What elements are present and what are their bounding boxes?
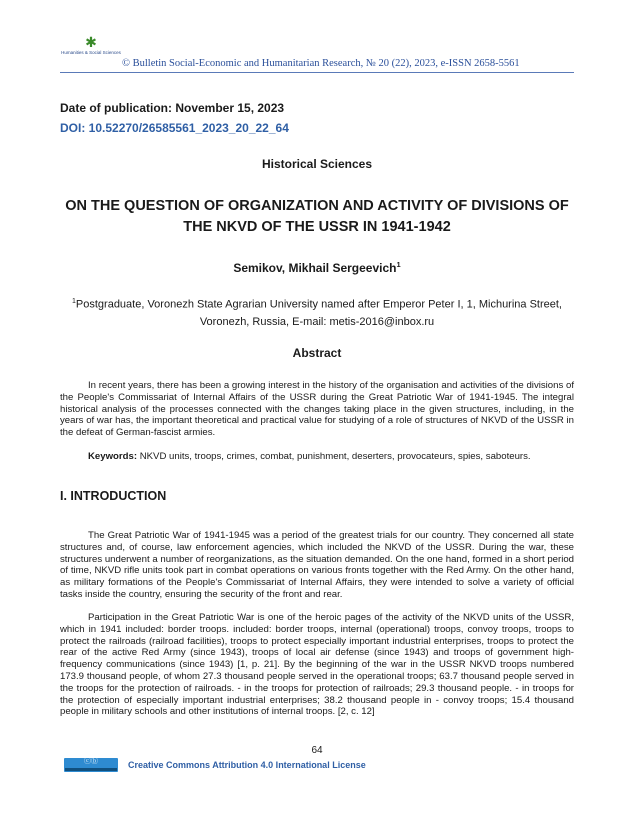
affiliation-sup: 1 [72,298,76,305]
keywords [60,451,574,463]
cc-badge-strip [65,768,117,771]
section-label: Historical Sciences [261,157,373,171]
cc-license-badge[interactable] [64,758,118,772]
logo-icon: ✱ [85,35,97,51]
journal-logo [60,36,122,55]
journal-header: © Bulletin Social-Economic and Humanitarian Research, № 20 (22), 2023, e-ISSN 2658-5561 [122,58,520,69]
publication-date: Date of publication: November 15, 2023 [60,101,285,115]
author-name: Semikov, Mikhail Sergeevich [233,261,397,275]
intro-paragraph-2: Participation in the Great Patriotic War is one of the heroic pages of the activity of the NKVD units of the USSR, which in 1941 included: border troops. included: border troops, internal (operational) troops, convoy troops, troops to protect the railroads (railroad facilities), troops to protect especially important industrial enterprises, troops to protect the rear of the active Red Army (since 1943), troops of local air defense (since 1943) and troops of government high-frequency communications (since 1943) [1, p. 21]. By the beginning of the war in the USSR NKVD troops numbered 173.9 thousand people, of whom 27.3 thousand people served in the operational troops; 63.7 thousand people served in the troops for the protection of railroads. - in the troops for protection of railroads; 29.3 thousand people. - in troops for the protection of especially important industrial enterprises; 38.2 thousand people in - convoy troops; 15.4 thousand people in military schools and other institutions of internal troops. [2, c. 12] [60,612,574,718]
paper-title: ON THE QUESTION OF ORGANIZATION AND ACTIVITY OF DIVISIONS OF THE NKVD OF THE USSR IN 1941-1942 [65,198,569,235]
abstract-heading: Abstract [292,346,342,360]
keywords-list: NKVD units, troops, crimes, combat, punishment, deserters, provocateurs, spies, saboteurs. [139,451,531,462]
keywords-label: Keywords: [88,451,138,462]
header-divider [60,72,574,73]
affiliation [60,293,574,331]
logo-label: Humanities & Social Sciences [61,50,121,55]
doi-link[interactable]: DOI: 10.52270/26585561_2023_20_22_64 [60,121,289,135]
abstract-text: In recent years, there has been a growing interest in the history of the organisation and activities of the divisions of the People's Commissariat of Internal Affairs of the USSR during the Great Patriotic War of 1941-1945. The integral historical analysis of the processes connected with the changes taking place in the given structures, including, in the years of war has, the important theoretical and practical value for studying of a role of structures of NKVD of the USSR in the defeat of German-fascist armies. [60,380,574,439]
affiliation-text: Postgraduate, Voronezh State Agrarian University named after Emperor Peter I, 1, Michurina Street, Voronezh, Russia, E-mail: metis-2016@inbox.ru [75,298,562,328]
cc-icon: ⓒⓑ [84,757,98,765]
license-text[interactable]: Creative Commons Attribution 4.0 International License [128,760,366,770]
intro-paragraph-1: The Great Patriotic War of 1941-1945 was a period of the greatest trials for our country. They concerned all state structures and, of course, law enforcement agencies, which included the NKVD of the USSR. During the war, these structures underwent a number of reorganizations, as the situation demanded. On the one hand, formed in a short period of time, NKVD rifle units took part in combat operations on various fronts together with the Red Army. On the other hand, as military formations of the People's Commissariat of Internal Affairs, they were intended to solve a variety of official tasks inside the country, ensuring the security of the front and rear. [60,530,574,600]
intro-heading: I. INTRODUCTION [60,489,167,503]
author-sup: 1 [396,260,401,269]
author-line [60,260,574,275]
page-number: 64 [311,745,323,756]
